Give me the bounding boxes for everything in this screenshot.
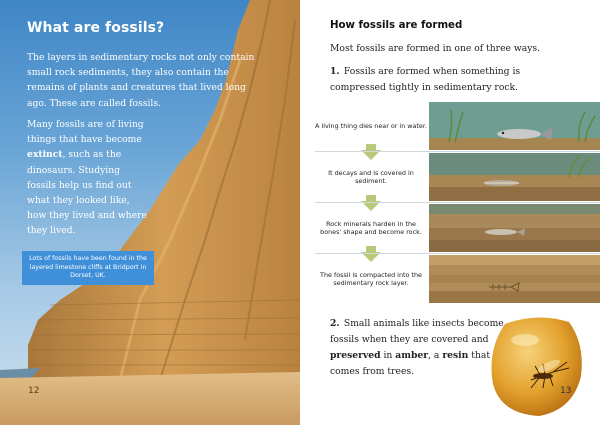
item-number: 2. [330,318,340,329]
item-text: Fossils are formed when something is compressed tightly in sedimentary rock. [330,66,521,93]
paragraph-text: , such as the dinosaurs. Studying fossils help us find out what they looked like, how they lived and where they lived. [27,149,147,237]
step-image-decay [429,153,600,201]
intro-paragraph: The layers in sedimentary rocks not only contain small rock sediments, they also contain the remains of plants and creatures that lived long ago. These are called fossils. [27,52,255,109]
item-text: , a [428,350,443,361]
item-text: that comes from trees. [330,350,491,377]
item-text: in [380,350,396,361]
page-number: 12 [28,386,40,396]
amber-insect-photo [487,314,587,418]
step-label: It decays and is covered in sediment. [328,168,414,185]
page-title: What are fossils? [27,20,165,36]
fossil-formation-steps [315,100,600,302]
intro-text: Most fossils are formed in one of three ways. [330,43,541,54]
keyword-amber: amber [395,350,429,361]
step-label: Rock minerals harden in the bones' shape and become rock. [320,219,422,236]
method-1 [330,64,570,96]
method-2 [330,316,505,380]
divider [315,253,600,254]
paragraph-text: Many fossils are of living things that have become [27,119,144,146]
step-image-compacted [429,255,600,303]
page-number: 13 [560,386,572,396]
right-page [300,0,600,425]
divider [315,151,600,152]
step-image-mineralise [429,204,600,252]
extinct-paragraph [27,117,151,239]
step-label: The fossil is compacted into the sedimentary rock layer. [320,270,422,287]
item-number: 1. [330,66,340,77]
step-image-dead-fish [429,102,600,150]
item-text: Small animals like insects become fossils when they are covered and [330,318,504,345]
photo-caption: Lots of fossils have been found in the layered limestone cliffs at Bridport in Dorset, UK. [22,251,154,285]
keyword-preserved: preserved [330,350,381,361]
divider [315,202,600,203]
section-title: How fossils are formed [330,20,463,31]
step-label: A living thing dies near or in water. [315,121,427,130]
keyword-resin: resin [442,350,469,361]
keyword-extinct: extinct [27,149,63,161]
